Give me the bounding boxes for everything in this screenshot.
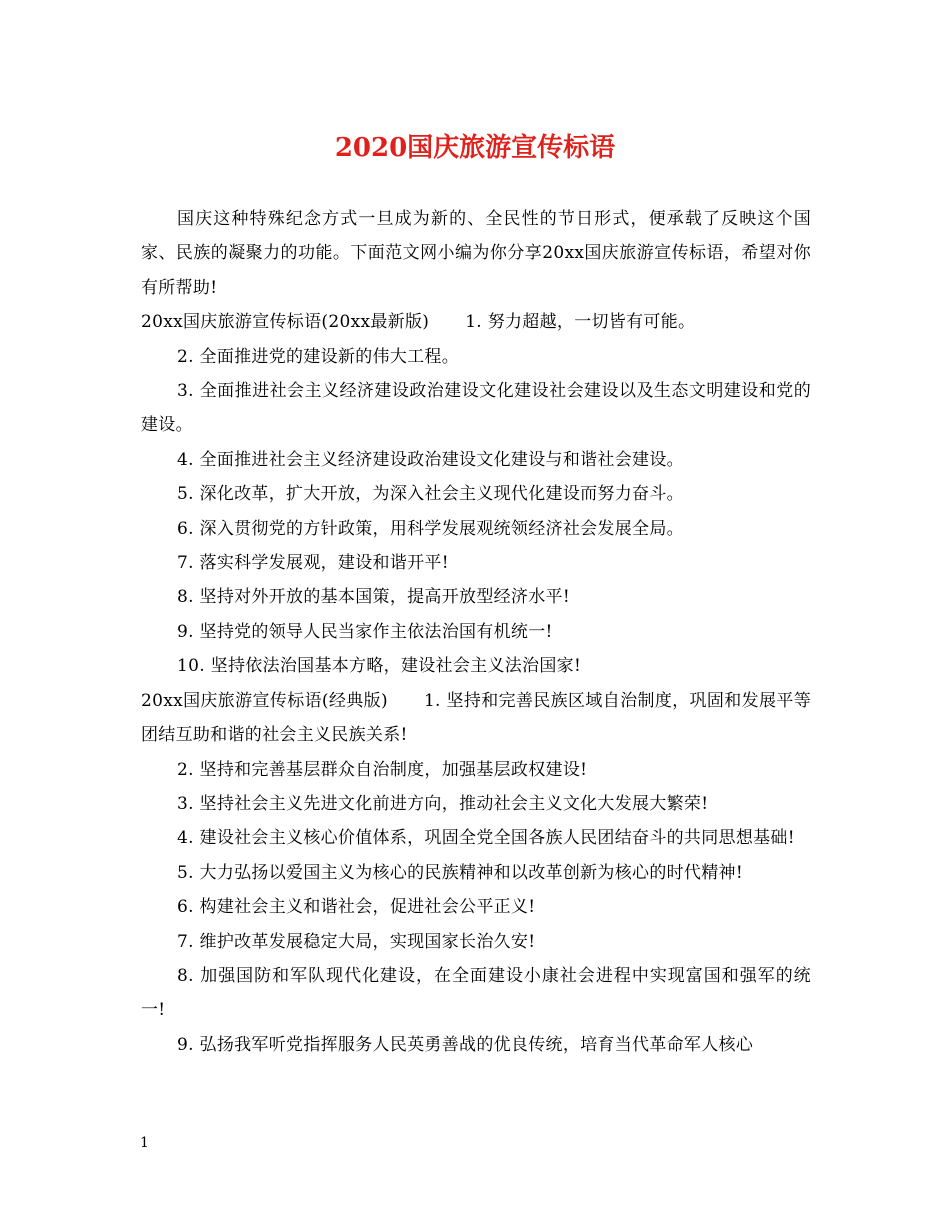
- section-1-heading-line: [141, 305, 811, 339]
- document-body: [141, 202, 811, 1062]
- section-1-item: 3. 全面推进社会主义经济建设政治建设文化建设社会建设以及生态文明建设和党的建设。: [141, 381, 811, 436]
- section-1-item: 7. 落实科学发展观，建设和谐开平!: [177, 553, 449, 574]
- section-1-item-1: 1. 努力超越，一切皆有可能。: [465, 312, 696, 333]
- section-1-item: 9. 坚持党的领导人民当家作主依法治国有机统一!: [177, 621, 553, 642]
- section-1-item: 8. 坚持对外开放的基本国策，提高开放型经济水平!: [177, 587, 570, 608]
- section-1-item: 6. 深入贯彻党的方针政策，用科学发展观统领经济社会发展全局。: [177, 518, 684, 539]
- section-1-item: 2. 全面推进党的建设新的伟大工程。: [177, 346, 460, 367]
- intro-paragraph: 国庆这种特殊纪念方式一旦成为新的、全民性的节日形式，便承载了反映这个国家、民族的凝聚力的功能。下面范文网小编为你分享20xx国庆旅游宣传标语，希望对你有所帮助!: [141, 209, 811, 298]
- section-1-item: 10. 坚持依法治国基本方略，建设社会主义法治国家!: [177, 656, 582, 677]
- section-2-heading: 20xx国庆旅游宣传标语(经典版): [141, 690, 388, 711]
- section-2-item: 8. 加强国防和军队现代化建设，在全面建设小康社会进程中实现富国和强军的统一!: [141, 965, 811, 1021]
- section-1-heading: 20xx国庆旅游宣传标语(20xx最新版): [141, 312, 430, 333]
- section-2-item: 2. 坚持和完善基层群众自治制度，加强基层政权建设!: [177, 759, 588, 780]
- section-1-item: 4. 全面推进社会主义经济建设政治建设文化建设与和谐社会建设。: [177, 449, 684, 470]
- section-2-item: 7. 维护改革发展稳定大局，实现国家长治久安!: [177, 931, 536, 952]
- section-2-item: 9. 弘扬我军听党指挥服务人民英勇善战的优良传统，培育当代革命军人核心: [177, 1034, 754, 1055]
- section-2-item: 4. 建设社会主义核心价值体系，巩固全党全国各族人民团结奋斗的共同思想基础!: [177, 828, 795, 849]
- page-number: 1: [140, 1135, 149, 1151]
- section-2-item-1: 1. 坚持和完善民族区域自治制度，巩固和发展平等团结互助和谐的社会主义民族关系!: [141, 690, 811, 746]
- section-2-item: 5. 大力弘扬以爱国主义为核心的民族精神和以改革创新为核心的时代精神!: [177, 862, 743, 883]
- section-2-heading-line: [141, 684, 811, 753]
- section-1-item: 5. 深化改革，扩大开放，为深入社会主义现代化建设而努力奋斗。: [177, 484, 684, 505]
- section-2-item: 6. 构建社会主义和谐社会，促进社会公平正义!: [177, 897, 536, 918]
- section-2-item: 3. 坚持社会主义先进文化前进方向，推动社会主义文化大发展大繁荣!: [177, 793, 709, 814]
- document-title: 2020国庆旅游宣传标语: [334, 133, 616, 163]
